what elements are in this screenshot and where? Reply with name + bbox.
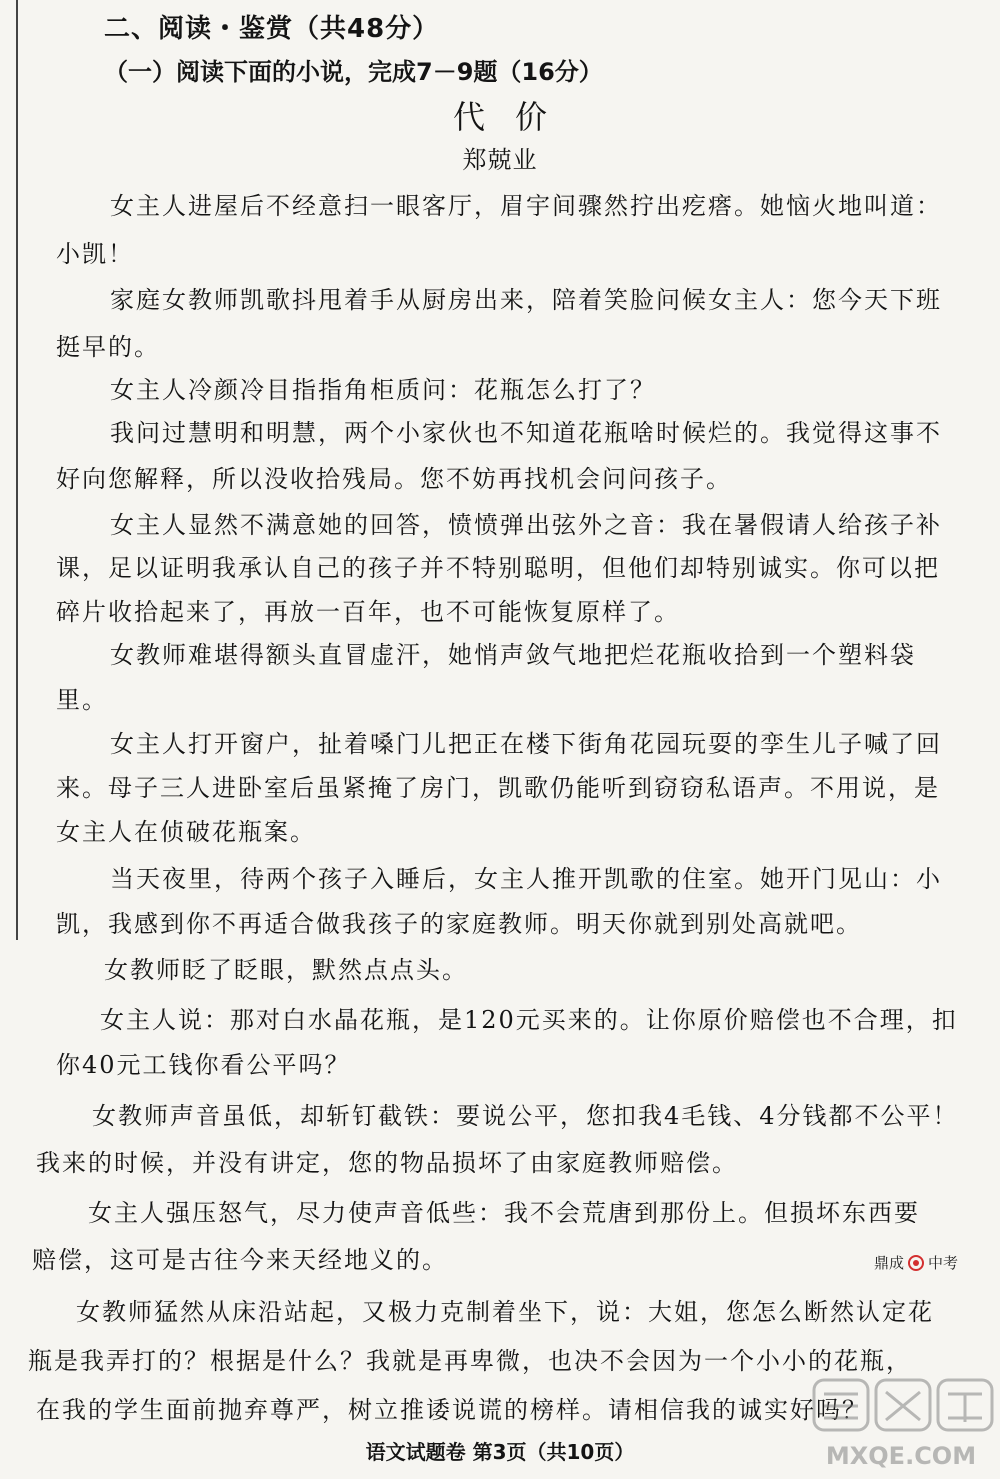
text-line: 好向您解释，所以没收拾残局。您不妨再找机会问问孩子。 — [56, 465, 732, 493]
text-line: 女教师声音虽低，却斩钉截铁：要说公平，您扣我4毛钱、4分钱都不公平！ — [92, 1102, 959, 1130]
question-instruction: （一）阅读下面的小说，完成7－9题（16分） — [104, 58, 603, 86]
text-line: 赔偿，这可是古往今来天经地义的。 — [32, 1246, 448, 1274]
text-line: 在我的学生面前抛弃尊严，树立推诿说谎的榜样。请相信我的诚实好吗？ — [36, 1396, 868, 1424]
text-line: 里。 — [56, 686, 108, 714]
target-icon — [908, 1255, 924, 1271]
text-line: 家庭女教师凯歌抖甩着手从厨房出来，陪着笑脸问候女主人：您今天下班 — [110, 286, 942, 314]
text-line: 课，足以证明我承认自己的孩子并不特别聪明，但他们却特别诚实。你可以把 — [56, 554, 940, 582]
text-line: 碎片收拾起来了，再放一百年，也不可能恢复原样了。 — [56, 598, 680, 626]
text-line: 女教师眨了眨眼，默然点点头。 — [104, 956, 468, 984]
story-author: 郑兢业 — [462, 146, 538, 174]
logo-left-text: 鼎成 — [874, 1254, 905, 1272]
text-line: 女主人打开窗户，扯着嗓门儿把正在楼下街角花园玩耍的孪生儿子喊了回 — [110, 730, 942, 758]
text-line: 小凯！ — [56, 240, 134, 268]
text-line: 当天夜里，待两个孩子入睡后，女主人推开凯歌的住室。她开门见山：小 — [110, 865, 942, 893]
text-line: 我来的时候，并没有讲定，您的物品损坏了由家庭教师赔偿。 — [36, 1149, 738, 1177]
story-title: 代价 — [452, 98, 577, 136]
text-line: 女主人在侦破花瓶案。 — [56, 818, 316, 846]
watermark-text: MXQE.COM — [825, 1442, 977, 1470]
text-line: 凯，我感到你不再适合做我孩子的家庭教师。明天你就到别处高就吧。 — [56, 910, 862, 938]
logo-right-text: 中考 — [928, 1254, 959, 1272]
text-line: 女教师猛然从床沿站起，又极力克制着坐下，说：大姐，您怎么断然认定花 — [76, 1298, 934, 1326]
text-line: 我问过慧明和明慧，两个小家伙也不知道花瓶啥时候烂的。我觉得这事不 — [110, 419, 942, 447]
text-line: 来。母子三人进卧室后虽紧掩了房门，凯歌仍能听到窃窃私语声。不用说，是 — [56, 774, 940, 802]
text-line: 挺早的。 — [56, 333, 160, 361]
text-line: 女教师难堪得额头直冒虚汗，她悄声敛气地把烂花瓶收拾到一个塑料袋 — [110, 641, 916, 669]
text-line: 女主人进屋后不经意扫一眼客厅，眉宇间骤然拧出疙瘩。她恼火地叫道： — [110, 192, 942, 220]
text-line: 瓶是我弄打的？根据是什么？我就是再卑微，也决不会因为一个小小的花瓶， — [28, 1347, 912, 1375]
text-line: 女主人冷颜冷目指指角柜质问：花瓶怎么打了？ — [110, 376, 656, 404]
text-line: 女主人说：那对白水晶花瓶，是120元买来的。让你原价赔偿也不合理，扣 — [100, 1006, 958, 1034]
text-line: 你40元工钱你看公平吗？ — [56, 1051, 351, 1079]
text-line: 女主人显然不满意她的回答，愤愤弹出弦外之音：我在暑假请人给孩子补 — [110, 511, 942, 539]
page-footer: 语文试题卷 第3页（共10页） — [365, 1440, 635, 1464]
text-line: 女主人强压怒气，尽力使声音低些：我不会荒唐到那份上。但损坏东西要 — [88, 1199, 920, 1227]
section-title: 二、阅读・鉴赏（共48分） — [104, 14, 440, 44]
publisher-logo — [874, 1252, 958, 1273]
